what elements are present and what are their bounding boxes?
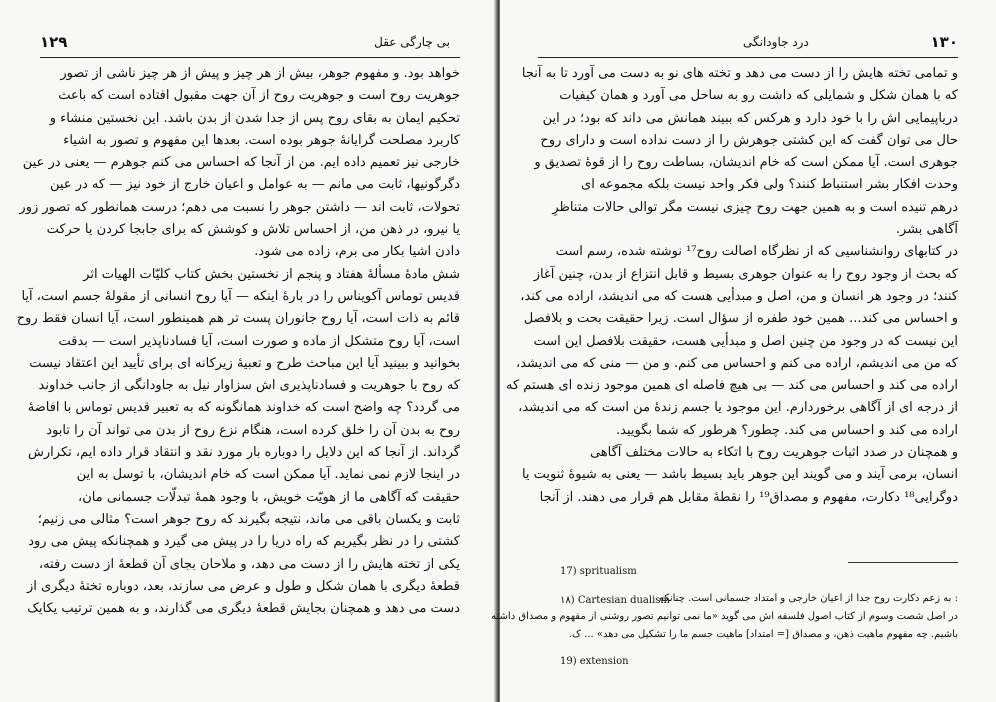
text-line: دریاپیمایی اش را با خود دارد و هرکس که ببیند همانش می داند که بود؛ در این bbox=[542, 110, 958, 126]
right-page-header bbox=[538, 33, 958, 53]
text-line: : به زعم دکارت روح جدا از اعیان خارجی و امتداد جسمانی است. چنانکه bbox=[658, 593, 958, 604]
text-line: و احساس می کند... همین خود طفره از سؤال است. زیرا حقیقت بحت و بلافصل bbox=[523, 311, 958, 327]
left-page-header bbox=[40, 33, 450, 53]
text-line: که بحث از وجود روح را به عنوان جوهری بسیط و قابل انتزاع از بدن، چنین آغاز bbox=[533, 266, 958, 282]
text-line: وحدت افکار بشر استنباط کنند؟ ولی فکر واحد نیست بلکه مجموعه ای bbox=[581, 177, 958, 193]
text-line: روح به بدن آن را خلق کرده است، هنگام نزع روح از بدن می تواند آن را تابود bbox=[46, 422, 460, 438]
left-page-body bbox=[16, 63, 460, 620]
text-line: خارجی نیز تعمیم داده ایم. من از آنجا که احساس می کنم جوهرم — یعنی در عین bbox=[22, 155, 460, 171]
text-line: که روح با جوهریت و فسادناپذیری اش سزاوار نیل به جاودانگی از جانب خداوند bbox=[38, 378, 460, 394]
text-line: در کتابهای روانشناسیی که از نظرگاه اصالت روح¹⁷ نوشته شده، رسم است bbox=[555, 244, 958, 260]
text-line: اراده می کند و احساس می کند. چطور؟ هرطور که شما بگویید. bbox=[615, 422, 958, 438]
text-line: که من می اندیشم، اراده می کنم و احساس می کنم. و من — منی که می اندیشد، bbox=[516, 355, 958, 371]
header-rule bbox=[538, 57, 958, 58]
text-line: یکی از تخته هایش را از دست می دهد، و ملاحان بجای آن قطعهٔ از دست رفته، bbox=[38, 556, 460, 572]
footnote-19: 19) extension bbox=[560, 656, 629, 667]
text-line: جوهری است. آیا ممکن است که خام اندیشان، بساطت روح را از قوهٔ تصدیق و bbox=[534, 155, 958, 171]
footnote-rule bbox=[848, 562, 958, 563]
text-line: کاربرد مصلحت گرایانهٔ جوهر بوده است. بعدها این مفهوم و تصور به اشیاء bbox=[63, 132, 460, 148]
text-line: این نیست که در وجود من چنین اصل و مبدأیی هست، حقیقت بلافصل این است bbox=[533, 333, 958, 349]
text-line: آگاهی بشر. bbox=[895, 222, 958, 238]
text-line: و تمامی تخته هایش را از دست می دهد و تخته های نو به دست می آورد تا به آنجا bbox=[521, 66, 958, 81]
footnote-17: 17) spritualism bbox=[560, 566, 637, 577]
header-rule bbox=[40, 57, 460, 58]
text-line: اراده می کند و احساس می کند — بی هیچ فاصله ای همین موجود زنده ای هستم که bbox=[506, 378, 958, 394]
footnote-18-term: ۱۸) Cartesian dualism bbox=[560, 595, 670, 606]
text-line: قطعهٔ دیگری با همان شکل و طول و عرض می سازند، بعد، دوباره تختهٔ دیگری از bbox=[26, 578, 460, 594]
text-line: در اینجا لازم نمی نماید. آیا ممکن است که خام اندیشان، با توسل به این bbox=[76, 467, 460, 483]
page-number: ۱۲۹ bbox=[40, 33, 68, 51]
text-line: تحکیم ایمان به بقای روح پس از جدا شدن از بدن باشد. این نخستین منشاء و bbox=[49, 110, 460, 126]
running-title: درد جاودانگی bbox=[743, 35, 809, 49]
text-line: انسان، برمی آیند و می گویند این جوهر باید بسیط باشد — یعنی به شیوهٔ ثنویت یا bbox=[521, 467, 958, 483]
text-line: دگرگونیها، ثابت می مانم — به عوامل و اعیان خارج از خود نیز — که در عین bbox=[50, 177, 460, 193]
text-line: حال می توان گفت که این کشتی جوهرش را از دست نداده است و دارای روح bbox=[540, 132, 958, 148]
footnote-18-text bbox=[491, 590, 958, 644]
page-number: ۱۳۰ bbox=[930, 33, 958, 51]
text-line: دست می دهد و همچنان بجایش قطعهٔ دیگری می گذارند، و به همین ترتیب یکایک bbox=[27, 601, 460, 617]
text-line: دادن اشیا بکار می برم، زاده می شود. bbox=[254, 244, 460, 260]
text-line: بخوانید و ببینید آیا این مباحث طرح و تعبیهٔ زیرکانه ای برای تأیید این اعتقاد نیست bbox=[29, 355, 460, 371]
text-line: شش مادهٔ مسألهٔ هفتاد و پنجم از نخستین بخش کتاب کلیّات الهیات اثر bbox=[83, 266, 460, 282]
text-line: است، آیا روح متشکل از ماده و صورت است، آیا فسادناپذیر است — بدقت bbox=[58, 333, 460, 349]
text-line: ثابت و یکسان باقی می ماند، نتیجه بگیرند که روح جوهر است؟ مثالی می زنیم؛ bbox=[37, 511, 460, 527]
text-line: خواهد بود. و مفهوم جوهر، بیش از هر چیز و پیش از هر چیز ناشی از تصور bbox=[60, 66, 460, 81]
text-line: می گردد؟ چه واضح است که خداوند همانگونه که به تعبیر قدیس توماس با افاضهٔ bbox=[27, 400, 460, 416]
text-line: گرداند. از آنجا که این دلایل را دوباره بار مورد نقد و انتقاد قرار داده ایم، تکرارش bbox=[28, 445, 460, 461]
text-line: جوهریت روح است و جوهریت روح از آن جهت مقبول افتاده است که باعث bbox=[58, 88, 460, 104]
text-line: یا نیرو، در ذهن من، از احساس تلاش و کوشش که برای جابجا کردن یا حرکت bbox=[46, 222, 460, 238]
text-line: درهم تنیده است و به همین جهت روح چیزی نیست مگر توالی حالات متناظرِ bbox=[552, 199, 958, 215]
text-line: دوگرایی¹⁸ دکارت، مفهوم و مصداق¹⁹ را نقطهٔ مقابل هم قرار می دهند. از آنجا bbox=[539, 489, 958, 505]
text-line: تحولات، ثابت اند — داشتن جوهر را نسبت می دهم؛ درست همانطور که تصور زور bbox=[19, 199, 460, 215]
text-line: از درجه ای از آگاهی برخوردارم. این موجود یا جسم زندهٔ من است که می اندیشد، bbox=[518, 400, 958, 416]
running-title: بی چارگی عقل bbox=[374, 35, 450, 49]
right-page-body bbox=[506, 63, 958, 509]
text-line: قائم به ذات است، آیا روح جانوران پست تر هم همینطور است، آیا انسان فقط روح bbox=[16, 311, 460, 327]
left-page bbox=[0, 0, 496, 702]
right-page bbox=[491, 0, 996, 702]
text-line: و همچنان در صدد اثبات جوهریت روح با اتکاء به حالات مختلف آگاهی bbox=[589, 445, 958, 461]
text-line: در اصل شصت وسوم از کتاب اصول فلسفه اش می گوید «ما نمی توانیم تصور روشنی از مفهوم و مصداق داشته bbox=[491, 611, 958, 622]
text-line: باشیم. چه مفهوم ماهیت ذهن، و مصداق [= امتداد] ماهیت جسم ما را تشکیل می دهد» ... ک. bbox=[568, 629, 958, 640]
text-line: حقیقت که آگاهی ما از هویّت خویش، با وجود همهٔ تبدلّات جسمانی مان، bbox=[78, 489, 460, 505]
text-line: که با همان شکل و شمایلی که داشت رو به ساحل می آورد و همان کیفیات bbox=[559, 88, 958, 104]
text-line: قدیس توماس آکویناس را در بارهٔ اینکه — آیا روح انسانی از مقولهٔ جسم است، آیا bbox=[21, 288, 460, 304]
text-line: کنند؛ در وجود هر انسان و من، اصل و مبدأیی هست که می اندیشد، اراده می کند، bbox=[520, 288, 958, 304]
text-line: کشتی را در نظر بگیریم که راه دریا را در پیش می گیرد و همچنانکه پیش می رود bbox=[28, 534, 460, 550]
